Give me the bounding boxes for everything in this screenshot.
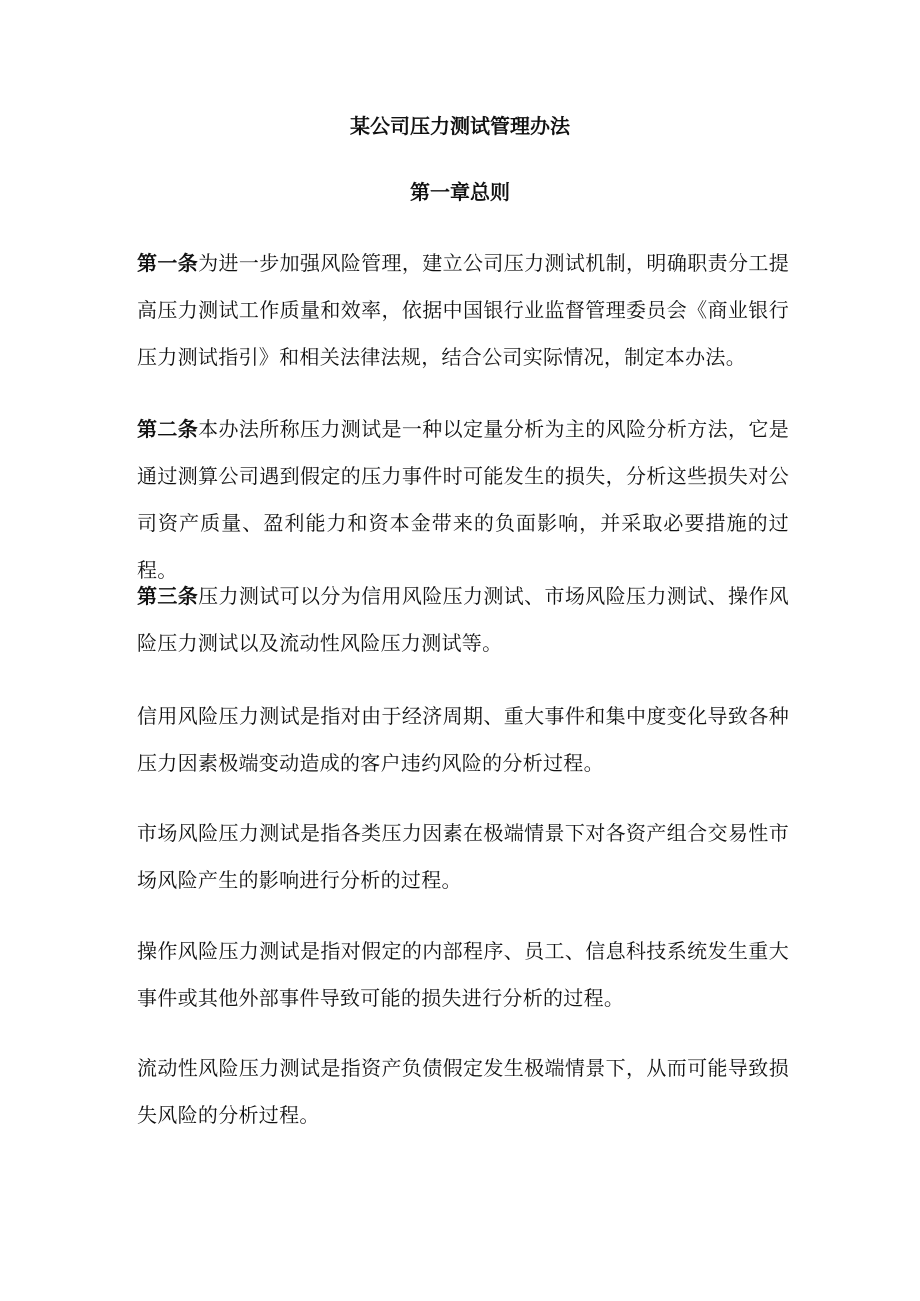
paragraph-market-risk: 市场风险压力测试是指各类压力因素在极端情景下对各资产组合交易性市场风险产生的影响进行分析的过程。 — [137, 821, 789, 892]
article-1-text: 为进一步加强风险管理，建立公司压力测试机制，明确职责分工提高压力测试工作质量和效率，依据中国银行业监督管理委员会《商业银行压力测试指引》和相关法律法规，结合公司实际情况，制定本办法。 — [137, 251, 789, 369]
article-3-text: 压力测试可以分为信用风险压力测试、市场风险压力测试、操作风险压力测试以及流动性风险压力测试等。 — [137, 584, 789, 655]
paragraph-operational-risk: 操作风险压力测试是指对假定的内部程序、员工、信息科技系统发生重大事件或其他外部事件导致可能的损失进行分析的过程。 — [137, 939, 789, 1010]
chapter-heading: 第一章总则 — [410, 180, 510, 204]
article-2 — [137, 406, 789, 594]
paragraph-credit-risk: 信用风险压力测试是指对由于经济周期、重大事件和集中度变化导致各种压力因素极端变动造成的客户违约风险的分析过程。 — [137, 704, 789, 775]
document-title: 某公司压力测试管理办法 — [350, 114, 570, 138]
article-1 — [137, 240, 789, 381]
article-3 — [137, 573, 789, 667]
paragraph-liquidity-risk: 流动性风险压力测试是指资产负债假定发生极端情景下，从而可能导致损失风险的分析过程。 — [137, 1056, 789, 1127]
article-2-lead: 第二条 — [137, 417, 199, 441]
article-2-text: 本办法所称压力测试是一种以定量分析为主的风险分析方法，它是通过测算公司遇到假定的压力事件时可能发生的损失，分析这些损失对公司资产质量、盈利能力和资本金带来的负面影响，并采取必要措施的过程。 — [137, 417, 789, 582]
article-1-lead: 第一条 — [137, 251, 199, 275]
article-3-lead: 第三条 — [137, 584, 199, 608]
